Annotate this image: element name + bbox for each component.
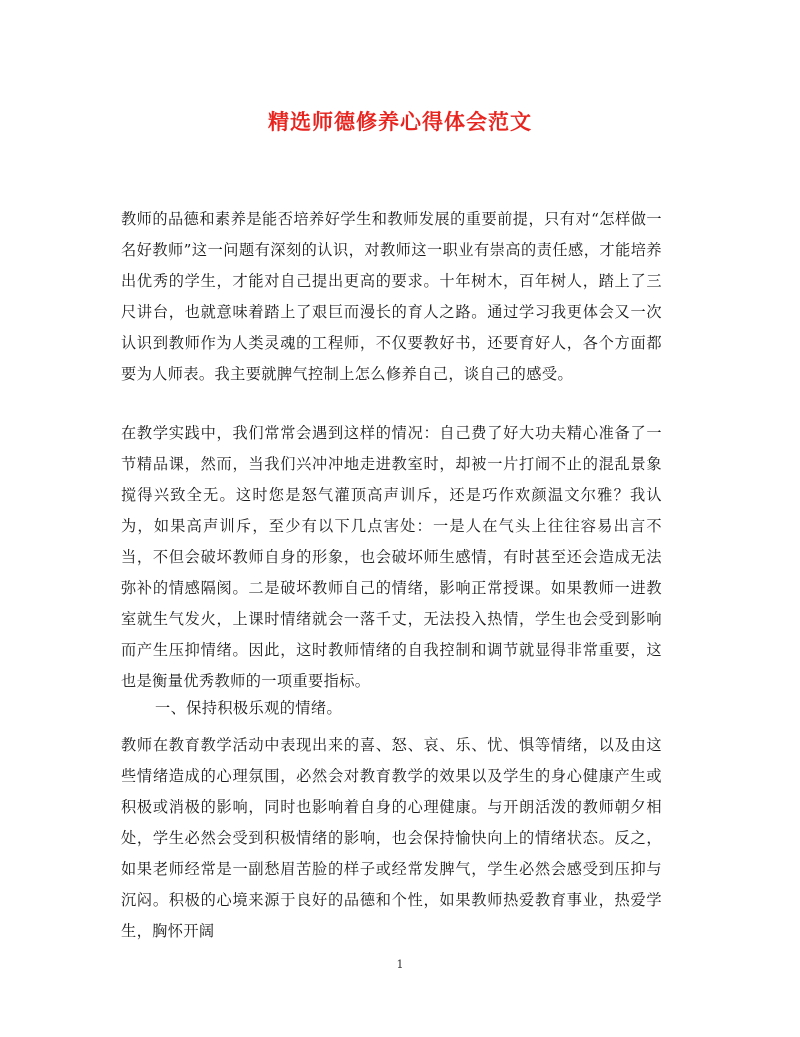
paragraph-intro: 教师的品德和素养是能否培养好学生和教师发展的重要前提，只有对“怎样做一名好教师”这一问题有深刻的认识，对教师这一职业有崇高的责任感，才能培养出优秀的学生，才能对自己提出更高的要求。十年树木，百年树人，踏上了三尺讲台，也就意味着踏上了艰巨而漫长的育人之路。通过学习我更体会又一次认识到教师作为人类灵魂的工程师，不仅要教好书，还要育好人，各个方面都要为人师表。我主要就脾气控制上怎么修养自己，谈自己的感受。 [121, 210, 662, 383]
paragraph-teaching-practice: 在教学实践中，我们常常会遇到这样的情况：自己费了好大功夫精心准备了一节精品课，然而，当我们兴冲冲地走进教室时，却被一片打闹不止的混乱景象搅得兴致全无。这时您是怒气灌顶高声训斥，还是巧作欢颜温文尔雅？我认为，如果高声训斥，至少有以下几点害处：一是人在气头上往往容易出言不当，不但会破坏教师自身的形象，也会破坏师生感情，有时甚至还会造成无法弥补的情感隔阂。二是破坏教师自己的情绪，影响正常授课。如果教师一进教室就生气发火，上课时情绪就会一落千丈，无法投入热情，学生也会受到影响而产生压抑情绪。因此，这时教师情绪的自我控制和调节就显得非常重要，这也是衡量优秀教师的一项重要指标。 [121, 424, 662, 690]
paragraph-emotions: 教师在教育教学活动中表现出来的喜、怒、哀、乐、忧、惧等情绪，以及由这些情绪造成的心理氛围，必然会对教育教学的效果以及学生的身心健康产生或积极或消极的影响，同时也影响着自身的心理健康。与开朗活泼的教师朝夕相处，学生必然会受到积极情绪的影响，也会保持愉快向上的情绪状态。反之，如果老师经常是一副愁眉苦脸的样子或经常发脾气，学生必然会感受到压抑与沉闷。积极的心境来源于良好的品德和个性，如果教师热爱教育事业，热爱学生，胸怀开阔 [121, 736, 662, 940]
page-number: 1 [396, 958, 404, 971]
document-title: 精选师德修养心得体会范文 [268, 109, 532, 134]
section-heading: 一、保持积极乐观的情绪。 [155, 699, 343, 717]
